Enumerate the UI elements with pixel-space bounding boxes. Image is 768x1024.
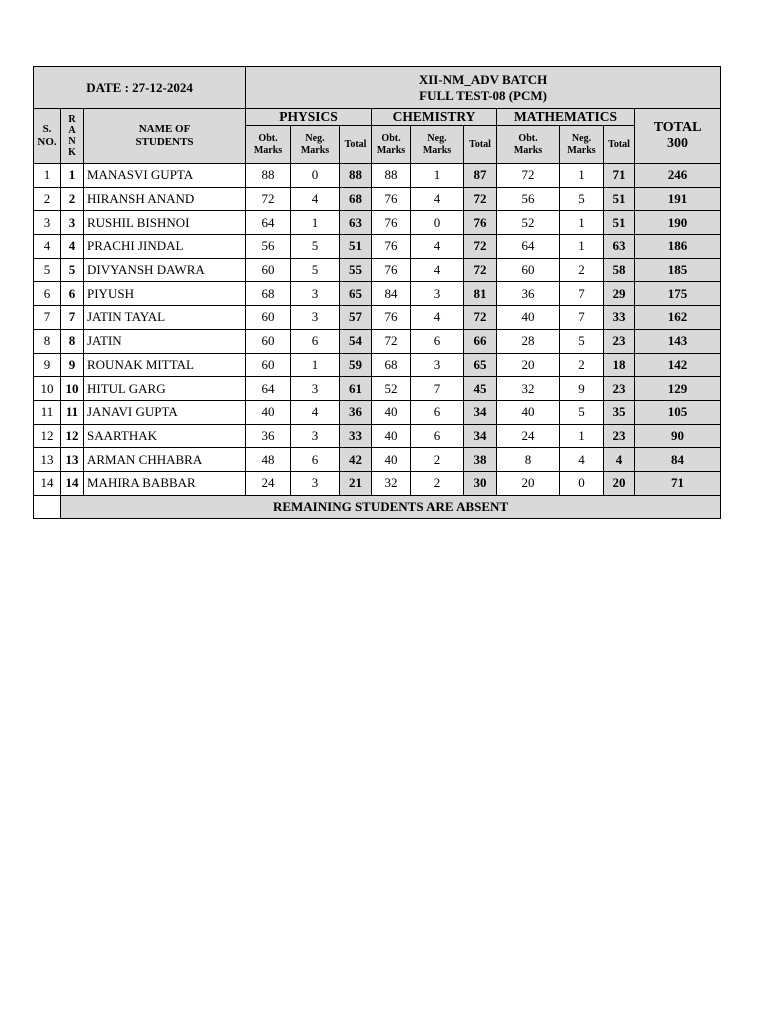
mathematics-header: MATHEMATICS bbox=[497, 109, 635, 126]
physics-neg: 0 bbox=[291, 164, 340, 188]
footer-row bbox=[34, 495, 721, 518]
chemistry-obt: 40 bbox=[372, 448, 411, 472]
grand-total: 71 bbox=[635, 471, 721, 495]
row-rank: 14 bbox=[61, 471, 84, 495]
chemistry-neg: 6 bbox=[411, 400, 464, 424]
mathematics-obt: 60 bbox=[497, 258, 560, 282]
chemistry-obt: 76 bbox=[372, 258, 411, 282]
row-rank: 4 bbox=[61, 235, 84, 259]
chemistry-obt: 84 bbox=[372, 282, 411, 306]
chemistry-obt: 76 bbox=[372, 187, 411, 211]
row-rank: 13 bbox=[61, 448, 84, 472]
chemistry-neg: 4 bbox=[411, 306, 464, 330]
mathematics-neg-header: Neg. Marks bbox=[560, 126, 604, 164]
name-header: NAME OF STUDENTS bbox=[84, 109, 246, 164]
grand-total: 186 bbox=[635, 235, 721, 259]
mathematics-total: 29 bbox=[604, 282, 635, 306]
mathematics-neg: 5 bbox=[560, 400, 604, 424]
row-name: JANAVI GUPTA bbox=[84, 400, 246, 424]
row-rank: 6 bbox=[61, 282, 84, 306]
physics-neg: 4 bbox=[291, 187, 340, 211]
physics-neg: 3 bbox=[291, 306, 340, 330]
physics-total: 21 bbox=[340, 471, 372, 495]
mathematics-total: 71 bbox=[604, 164, 635, 188]
mathematics-neg: 1 bbox=[560, 424, 604, 448]
row-sno: 12 bbox=[34, 424, 61, 448]
physics-total: 42 bbox=[340, 448, 372, 472]
physics-neg: 3 bbox=[291, 424, 340, 448]
physics-total: 36 bbox=[340, 400, 372, 424]
mathematics-total: 33 bbox=[604, 306, 635, 330]
physics-neg-header: Neg. Marks bbox=[291, 126, 340, 164]
chemistry-obt: 52 bbox=[372, 377, 411, 401]
chemistry-total: 72 bbox=[464, 306, 497, 330]
physics-obt: 60 bbox=[246, 258, 291, 282]
mathematics-obt: 40 bbox=[497, 306, 560, 330]
row-name: PRACHI JINDAL bbox=[84, 235, 246, 259]
physics-obt: 72 bbox=[246, 187, 291, 211]
mathematics-total: 20 bbox=[604, 471, 635, 495]
row-rank: 7 bbox=[61, 306, 84, 330]
rank-header: R A N K bbox=[61, 109, 84, 164]
physics-total: 65 bbox=[340, 282, 372, 306]
chemistry-total: 38 bbox=[464, 448, 497, 472]
mathematics-obt: 56 bbox=[497, 187, 560, 211]
grand-total-header: TOTAL 300 bbox=[635, 109, 721, 164]
row-name: PIYUSH bbox=[84, 282, 246, 306]
table-row bbox=[34, 211, 721, 235]
row-name: ARMAN CHHABRA bbox=[84, 448, 246, 472]
physics-total: 63 bbox=[340, 211, 372, 235]
physics-neg: 6 bbox=[291, 448, 340, 472]
chemistry-neg: 2 bbox=[411, 448, 464, 472]
mathematics-neg: 5 bbox=[560, 187, 604, 211]
physics-total: 57 bbox=[340, 306, 372, 330]
physics-obt: 60 bbox=[246, 306, 291, 330]
row-sno: 9 bbox=[34, 353, 61, 377]
row-rank: 1 bbox=[61, 164, 84, 188]
sno-header: S. NO. bbox=[34, 109, 61, 164]
mathematics-obt: 20 bbox=[497, 353, 560, 377]
physics-neg: 4 bbox=[291, 400, 340, 424]
mathematics-obt: 32 bbox=[497, 377, 560, 401]
chemistry-header: CHEMISTRY bbox=[372, 109, 497, 126]
chemistry-neg: 3 bbox=[411, 282, 464, 306]
mathematics-total: 23 bbox=[604, 377, 635, 401]
mathematics-total: 23 bbox=[604, 424, 635, 448]
row-name: HITUL GARG bbox=[84, 377, 246, 401]
physics-neg: 6 bbox=[291, 329, 340, 353]
row-name: DIVYANSH DAWRA bbox=[84, 258, 246, 282]
table-row bbox=[34, 424, 721, 448]
row-rank: 8 bbox=[61, 329, 84, 353]
chemistry-obt: 32 bbox=[372, 471, 411, 495]
mathematics-obt: 8 bbox=[497, 448, 560, 472]
mathematics-neg: 2 bbox=[560, 353, 604, 377]
mathematics-total: 23 bbox=[604, 329, 635, 353]
grand-total: 129 bbox=[635, 377, 721, 401]
mathematics-total: 35 bbox=[604, 400, 635, 424]
physics-obt: 60 bbox=[246, 353, 291, 377]
row-rank: 5 bbox=[61, 258, 84, 282]
physics-neg: 5 bbox=[291, 258, 340, 282]
physics-total-header: Total bbox=[340, 126, 372, 164]
table-row bbox=[34, 187, 721, 211]
row-name: JATIN bbox=[84, 329, 246, 353]
chemistry-obt: 72 bbox=[372, 329, 411, 353]
grand-total: 191 bbox=[635, 187, 721, 211]
table-row bbox=[34, 329, 721, 353]
chemistry-neg-header: Neg. Marks bbox=[411, 126, 464, 164]
chemistry-total-header: Total bbox=[464, 126, 497, 164]
mathematics-neg: 9 bbox=[560, 377, 604, 401]
mathematics-neg: 1 bbox=[560, 235, 604, 259]
row-rank: 10 bbox=[61, 377, 84, 401]
mathematics-obt: 72 bbox=[497, 164, 560, 188]
chemistry-neg: 3 bbox=[411, 353, 464, 377]
row-rank: 11 bbox=[61, 400, 84, 424]
mathematics-total-header: Total bbox=[604, 126, 635, 164]
row-sno: 5 bbox=[34, 258, 61, 282]
row-sno: 10 bbox=[34, 377, 61, 401]
grand-total: 142 bbox=[635, 353, 721, 377]
mathematics-neg: 0 bbox=[560, 471, 604, 495]
row-name: MANASVI GUPTA bbox=[84, 164, 246, 188]
physics-obt: 36 bbox=[246, 424, 291, 448]
table-row bbox=[34, 471, 721, 495]
chemistry-total: 34 bbox=[464, 400, 497, 424]
physics-neg: 5 bbox=[291, 235, 340, 259]
physics-obt: 48 bbox=[246, 448, 291, 472]
chemistry-obt: 76 bbox=[372, 235, 411, 259]
mathematics-neg: 4 bbox=[560, 448, 604, 472]
chemistry-total: 72 bbox=[464, 187, 497, 211]
chemistry-total: 76 bbox=[464, 211, 497, 235]
mathematics-total: 18 bbox=[604, 353, 635, 377]
chemistry-total: 72 bbox=[464, 258, 497, 282]
chemistry-total: 34 bbox=[464, 424, 497, 448]
mathematics-total: 51 bbox=[604, 211, 635, 235]
chemistry-neg: 0 bbox=[411, 211, 464, 235]
chemistry-neg: 7 bbox=[411, 377, 464, 401]
chemistry-total: 81 bbox=[464, 282, 497, 306]
chemistry-obt-header: Obt. Marks bbox=[372, 126, 411, 164]
physics-obt: 60 bbox=[246, 329, 291, 353]
chemistry-total: 30 bbox=[464, 471, 497, 495]
batch-name: XII-NM_ADV BATCH bbox=[418, 71, 548, 87]
grand-total: 175 bbox=[635, 282, 721, 306]
grand-total: 84 bbox=[635, 448, 721, 472]
row-name: MAHIRA BABBAR bbox=[84, 471, 246, 495]
row-rank: 9 bbox=[61, 353, 84, 377]
row-name: SAARTHAK bbox=[84, 424, 246, 448]
physics-neg: 3 bbox=[291, 282, 340, 306]
grand-total: 143 bbox=[635, 329, 721, 353]
grand-total: 90 bbox=[635, 424, 721, 448]
grand-total: 190 bbox=[635, 211, 721, 235]
grand-total: 162 bbox=[635, 306, 721, 330]
mathematics-total: 58 bbox=[604, 258, 635, 282]
chemistry-obt: 88 bbox=[372, 164, 411, 188]
row-sno: 13 bbox=[34, 448, 61, 472]
physics-obt: 64 bbox=[246, 377, 291, 401]
row-sno: 7 bbox=[34, 306, 61, 330]
grand-total: 246 bbox=[635, 164, 721, 188]
chemistry-neg: 4 bbox=[411, 235, 464, 259]
row-sno: 14 bbox=[34, 471, 61, 495]
physics-neg: 1 bbox=[291, 353, 340, 377]
row-sno: 3 bbox=[34, 211, 61, 235]
mathematics-obt: 64 bbox=[497, 235, 560, 259]
chemistry-obt: 40 bbox=[372, 400, 411, 424]
physics-total: 33 bbox=[340, 424, 372, 448]
mathematics-obt: 36 bbox=[497, 282, 560, 306]
physics-obt: 56 bbox=[246, 235, 291, 259]
chemistry-neg: 1 bbox=[411, 164, 464, 188]
mathematics-neg: 2 bbox=[560, 258, 604, 282]
table-row bbox=[34, 306, 721, 330]
mathematics-total: 63 bbox=[604, 235, 635, 259]
row-sno: 6 bbox=[34, 282, 61, 306]
row-sno: 1 bbox=[34, 164, 61, 188]
chemistry-total: 87 bbox=[464, 164, 497, 188]
row-sno: 11 bbox=[34, 400, 61, 424]
grand-total: 105 bbox=[635, 400, 721, 424]
table-row bbox=[34, 258, 721, 282]
mathematics-neg: 1 bbox=[560, 164, 604, 188]
row-rank: 3 bbox=[61, 211, 84, 235]
chemistry-obt: 40 bbox=[372, 424, 411, 448]
row-rank: 12 bbox=[61, 424, 84, 448]
physics-obt: 88 bbox=[246, 164, 291, 188]
mathematics-total: 51 bbox=[604, 187, 635, 211]
table-row bbox=[34, 400, 721, 424]
row-name: RUSHIL BISHNOI bbox=[84, 211, 246, 235]
physics-neg: 3 bbox=[291, 471, 340, 495]
mathematics-obt: 20 bbox=[497, 471, 560, 495]
mathematics-neg: 5 bbox=[560, 329, 604, 353]
mathematics-obt-header: Obt. Marks bbox=[497, 126, 560, 164]
chemistry-neg: 6 bbox=[411, 329, 464, 353]
mathematics-neg: 1 bbox=[560, 211, 604, 235]
physics-obt: 64 bbox=[246, 211, 291, 235]
physics-neg: 3 bbox=[291, 377, 340, 401]
row-name: JATIN TAYAL bbox=[84, 306, 246, 330]
mathematics-total: 4 bbox=[604, 448, 635, 472]
row-name: HIRANSH ANAND bbox=[84, 187, 246, 211]
physics-total: 68 bbox=[340, 187, 372, 211]
chemistry-neg: 4 bbox=[411, 187, 464, 211]
chemistry-obt: 68 bbox=[372, 353, 411, 377]
footer-blank-cell bbox=[34, 495, 61, 518]
physics-obt-header: Obt. Marks bbox=[246, 126, 291, 164]
grand-total: 185 bbox=[635, 258, 721, 282]
mathematics-obt: 24 bbox=[497, 424, 560, 448]
test-name: FULL TEST-08 (PCM) bbox=[419, 87, 547, 103]
physics-total: 51 bbox=[340, 235, 372, 259]
date-header: DATE : 27-12-2024 bbox=[34, 67, 246, 109]
physics-total: 59 bbox=[340, 353, 372, 377]
physics-total: 61 bbox=[340, 377, 372, 401]
physics-obt: 68 bbox=[246, 282, 291, 306]
batch-title bbox=[246, 67, 721, 109]
physics-obt: 40 bbox=[246, 400, 291, 424]
table-row bbox=[34, 448, 721, 472]
row-name: ROUNAK MITTAL bbox=[84, 353, 246, 377]
chemistry-obt: 76 bbox=[372, 306, 411, 330]
physics-neg: 1 bbox=[291, 211, 340, 235]
mathematics-neg: 7 bbox=[560, 306, 604, 330]
chemistry-neg: 4 bbox=[411, 258, 464, 282]
mathematics-neg: 7 bbox=[560, 282, 604, 306]
chemistry-total: 65 bbox=[464, 353, 497, 377]
physics-header: PHYSICS bbox=[246, 109, 372, 126]
table-row bbox=[34, 164, 721, 188]
chemistry-total: 72 bbox=[464, 235, 497, 259]
physics-total: 54 bbox=[340, 329, 372, 353]
chemistry-total: 45 bbox=[464, 377, 497, 401]
table-row bbox=[34, 353, 721, 377]
table-row bbox=[34, 235, 721, 259]
chemistry-neg: 2 bbox=[411, 471, 464, 495]
table-row bbox=[34, 282, 721, 306]
mathematics-obt: 52 bbox=[497, 211, 560, 235]
row-sno: 8 bbox=[34, 329, 61, 353]
absent-note: REMAINING STUDENTS ARE ABSENT bbox=[61, 495, 721, 518]
mathematics-obt: 28 bbox=[497, 329, 560, 353]
row-sno: 4 bbox=[34, 235, 61, 259]
physics-obt: 24 bbox=[246, 471, 291, 495]
row-rank: 2 bbox=[61, 187, 84, 211]
chemistry-obt: 76 bbox=[372, 211, 411, 235]
results-table bbox=[33, 66, 721, 519]
physics-total: 55 bbox=[340, 258, 372, 282]
chemistry-total: 66 bbox=[464, 329, 497, 353]
chemistry-neg: 6 bbox=[411, 424, 464, 448]
physics-total: 88 bbox=[340, 164, 372, 188]
mathematics-obt: 40 bbox=[497, 400, 560, 424]
row-sno: 2 bbox=[34, 187, 61, 211]
table-row bbox=[34, 377, 721, 401]
